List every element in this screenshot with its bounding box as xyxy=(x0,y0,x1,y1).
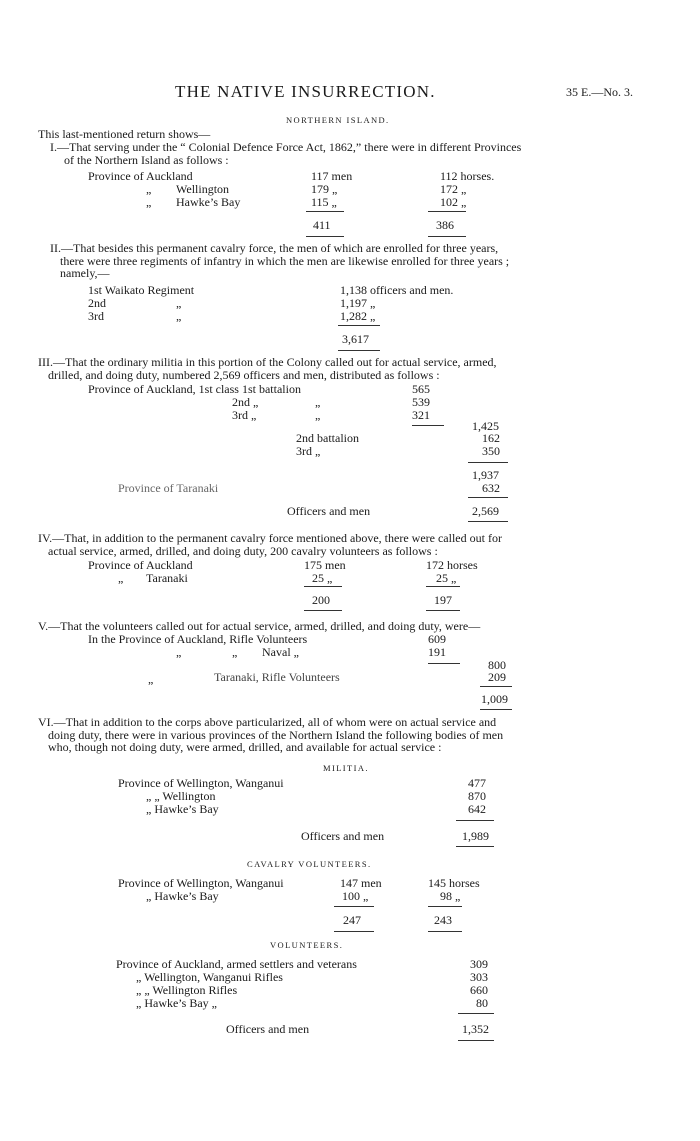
paragraph-line: IV.—That, in addition to the permanent cavalry force mentioned above, there were called out for xyxy=(38,531,502,545)
divider xyxy=(456,846,494,847)
row-label: 3rd xyxy=(88,309,104,323)
divider xyxy=(338,350,380,351)
total-horses: 243 xyxy=(434,913,452,927)
row-value: 209 xyxy=(488,670,506,684)
paragraph-line: namely,— xyxy=(60,266,110,280)
ditto-mark: „ xyxy=(118,571,124,585)
divider xyxy=(426,610,460,611)
ditto-mark: „ xyxy=(176,645,182,659)
paragraph-line: VI.—That in addition to the corps above particularized, all of whom were on actual service and xyxy=(38,715,497,729)
divider xyxy=(338,325,380,326)
total-horses: 197 xyxy=(434,593,452,607)
row-horses: 145 horses xyxy=(428,876,480,890)
divider xyxy=(428,211,466,212)
total-men: 247 xyxy=(343,913,361,927)
row-label: In the Province of Auckland, Rifle Volunteers xyxy=(88,632,308,646)
row-label: 2nd „ xyxy=(232,395,259,409)
sum-value: 1,937 xyxy=(472,468,499,482)
ditto-mark: „ xyxy=(176,309,182,323)
row-value: 1,282 „ xyxy=(340,309,376,323)
row-label: 3rd „ xyxy=(232,408,257,422)
paragraph-line: V.—That the volunteers called out for actual service, armed, drilled, and doing duty, were— xyxy=(38,619,481,633)
row-label: „ Wellington, Wanganui Rifles xyxy=(136,970,283,984)
row-value: 80 xyxy=(476,996,488,1010)
volunteers-heading: VOLUNTEERS. xyxy=(270,940,344,950)
divider xyxy=(412,425,444,426)
total-value: 1,989 xyxy=(462,829,489,843)
row-label: Taranaki, Rifle Volunteers xyxy=(214,670,340,684)
ditto-mark: „ xyxy=(146,182,152,196)
divider xyxy=(480,709,512,710)
total-men: 411 xyxy=(313,218,331,232)
ditto-mark: „ xyxy=(148,672,154,686)
row-label: Province of Wellington, Wanganui xyxy=(118,876,284,890)
row-label: „ Hawke’s Bay „ xyxy=(136,996,217,1010)
row-value: 303 xyxy=(470,970,488,984)
row-label: Province of Auckland, armed settlers and veterans xyxy=(116,957,357,971)
paragraph-line: III.—That the ordinary militia in this portion of the Colony called out for actual service, armed, xyxy=(38,355,497,369)
divider xyxy=(304,586,342,587)
row-label: Taranaki xyxy=(146,571,188,585)
page-reference: 35 E.—No. 3. xyxy=(566,85,633,99)
row-value: 321 xyxy=(412,408,430,422)
row-value: 539 xyxy=(412,395,430,409)
row-value: 309 xyxy=(470,957,488,971)
total-horses: 386 xyxy=(436,218,454,232)
row-label: Province of Taranaki xyxy=(118,481,219,495)
row-men: 25 „ xyxy=(312,571,333,585)
divider xyxy=(468,462,508,463)
row-horses: 172 horses xyxy=(426,558,478,572)
subtotal-value: 800 xyxy=(488,658,506,672)
paragraph-line: doing duty, there were in various provinces of the Northern Island the following bodies of men xyxy=(48,727,504,742)
row-value: 642 xyxy=(468,802,486,816)
paragraph-part-1 xyxy=(50,141,521,166)
intro-text: This last-mentioned return shows— xyxy=(38,127,211,141)
row-label: 1st Waikato Regiment xyxy=(88,283,195,297)
divider xyxy=(428,931,462,932)
row-men: 179 „ xyxy=(311,182,338,196)
paragraph-line: of the Northern Island as follows : xyxy=(64,152,229,167)
divider xyxy=(428,236,466,237)
section-heading: NORTHERN ISLAND. xyxy=(286,115,390,125)
total-label: Officers and men xyxy=(301,829,385,843)
ditto-mark: „ xyxy=(232,645,238,659)
ditto-mark: „ xyxy=(315,408,321,422)
paragraph-line: actual service, armed, drilled, and doing duty, 200 cavalry volunteers as follows : xyxy=(48,543,438,558)
row-label: Province of Auckland, 1st class 1st battalion xyxy=(88,382,301,396)
divider xyxy=(428,906,462,907)
row-label: „ Hawke’s Bay xyxy=(146,889,219,903)
total-value: 2,569 xyxy=(472,504,499,518)
militia-heading: MILITIA. xyxy=(323,763,369,773)
row-value: 609 xyxy=(428,632,446,646)
row-value: 162 xyxy=(482,431,500,445)
row-label: Naval „ xyxy=(262,645,299,659)
row-value: 350 xyxy=(482,444,500,458)
row-horses: 102 „ xyxy=(440,195,467,209)
row-value: 660 xyxy=(470,983,488,997)
divider xyxy=(334,931,374,932)
ditto-mark: „ xyxy=(176,296,182,310)
row-men: 115 „ xyxy=(311,195,337,209)
divider xyxy=(458,1040,494,1041)
row-value: 191 xyxy=(428,645,446,659)
paragraph-line: there were three regiments of infantry in which the men are likewise enrolled for three years ; xyxy=(60,253,510,268)
paragraph-line: I.—That serving under the “ Colonial Defence Force Act, 1862,” there were in different Provinces xyxy=(50,140,522,154)
row-men: 147 men xyxy=(340,876,382,890)
ditto-mark: „ xyxy=(146,195,152,209)
row-horses: 98 „ xyxy=(440,889,461,903)
paragraph-part-5 xyxy=(38,620,480,633)
paragraph-line: who, though not doing duty, were armed, drilled, and available for actual service : xyxy=(48,740,442,754)
row-men: 100 „ xyxy=(342,889,369,903)
divider xyxy=(334,906,374,907)
divider xyxy=(428,663,460,664)
paragraph-part-2 xyxy=(50,242,509,280)
divider xyxy=(468,497,508,498)
total-value: 1,352 xyxy=(462,1022,489,1036)
row-value: 477 xyxy=(468,776,486,790)
row-label: 3rd „ xyxy=(296,444,321,458)
paragraph-part-6 xyxy=(38,716,503,754)
row-label: „ „ Wellington xyxy=(146,789,216,803)
paragraph-part-4 xyxy=(38,532,502,557)
total-label: Officers and men xyxy=(226,1022,310,1036)
total-value: 1,009 xyxy=(481,692,508,706)
row-value: 870 xyxy=(468,789,486,803)
paragraph-part-3 xyxy=(38,356,497,381)
divider xyxy=(468,521,508,522)
row-label: Province of Wellington, Wanganui xyxy=(118,776,284,790)
divider xyxy=(306,211,344,212)
row-label: 2nd battalion xyxy=(296,431,359,445)
row-horses: 25 „ xyxy=(436,571,457,585)
divider xyxy=(458,1013,494,1014)
row-value: 1,197 „ xyxy=(340,296,376,310)
row-men: 175 men xyxy=(304,558,346,572)
row-label: „ Hawke’s Bay xyxy=(146,802,219,816)
row-value: 565 xyxy=(412,382,430,396)
row-label: 2nd xyxy=(88,296,106,310)
divider xyxy=(456,820,494,821)
row-value: 632 xyxy=(482,481,500,495)
cavalry-heading: CAVALRY VOLUNTEERS. xyxy=(247,859,372,869)
row-label: Province of Auckland xyxy=(88,169,193,183)
row-men: 117 men xyxy=(311,169,353,183)
row-value: 1,138 officers and men. xyxy=(340,283,454,297)
divider xyxy=(306,236,344,237)
total-men: 200 xyxy=(312,593,330,607)
total-label: Officers and men xyxy=(287,504,371,518)
row-label: „ „ Wellington Rifles xyxy=(136,983,238,997)
row-horses: 112 horses. xyxy=(440,169,495,183)
row-label: Province of Auckland xyxy=(88,558,193,572)
divider xyxy=(304,610,342,611)
paragraph-line: drilled, and doing duty, numbered 2,569 officers and men, distributed as follows : xyxy=(48,367,440,382)
row-label: Hawke’s Bay xyxy=(176,195,241,209)
row-label: Wellington xyxy=(176,182,230,196)
total-value: 3,617 xyxy=(342,332,369,346)
divider xyxy=(480,686,512,687)
ditto-mark: „ xyxy=(315,395,321,409)
row-horses: 172 „ xyxy=(440,182,467,196)
divider xyxy=(426,586,460,587)
paragraph-line: II.—That besides this permanent cavalry force, the men of which are enrolled for three years, xyxy=(50,241,499,255)
subtotal-value: 1,425 xyxy=(472,419,499,433)
page-title: THE NATIVE INSURRECTION. xyxy=(175,82,436,101)
